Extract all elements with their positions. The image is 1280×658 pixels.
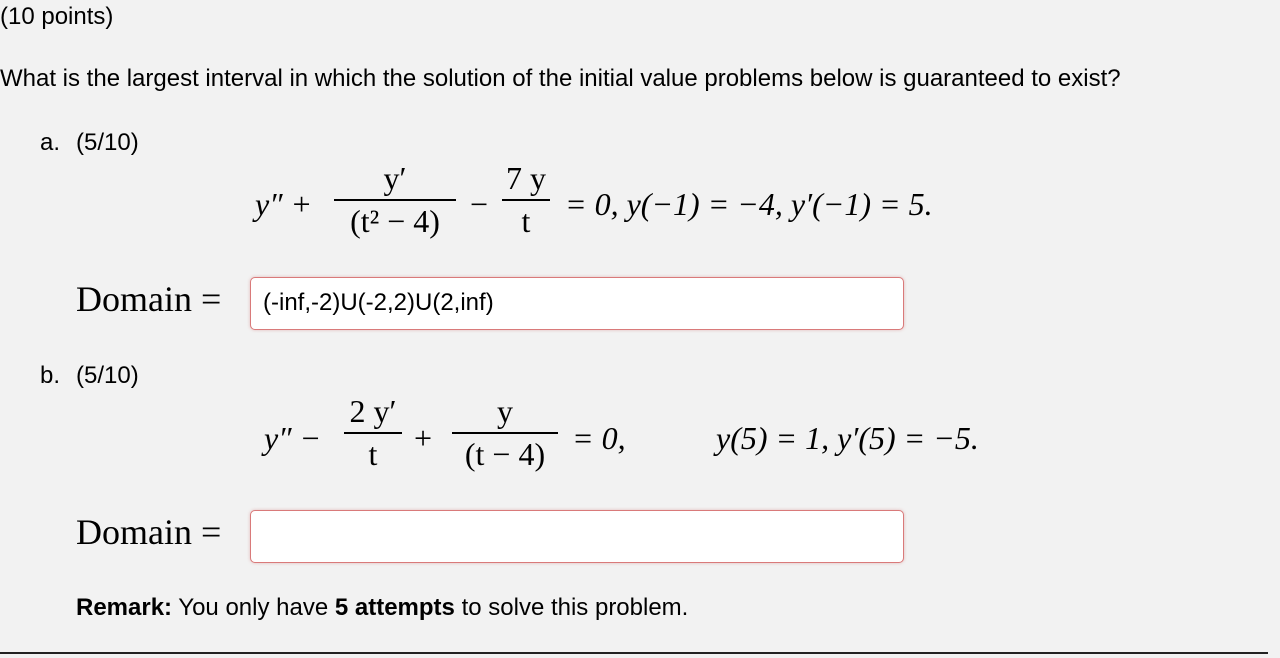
part-b-label: b. bbox=[40, 362, 61, 389]
part-b-frac1-den: t bbox=[368, 436, 378, 472]
part-a-domain-label: Domain = bbox=[76, 279, 222, 319]
part-a-fraction-2 bbox=[502, 160, 550, 240]
bottom-divider bbox=[0, 652, 1268, 654]
remark-label: Remark: bbox=[76, 594, 173, 621]
part-b-frac2-den: (t − 4) bbox=[464, 436, 546, 472]
part-b-score: (5/10) bbox=[76, 362, 139, 389]
part-a-answer-input[interactable]: (-inf,-2)U(-2,2)U(2,inf) bbox=[250, 277, 904, 330]
remark-text-1: You only have bbox=[172, 594, 335, 621]
remark-attempts: 5 attempts bbox=[334, 594, 455, 621]
part-b-domain-label: Domain = bbox=[76, 512, 222, 552]
part-b-plus: + bbox=[414, 420, 433, 456]
part-b-answer-input[interactable] bbox=[250, 510, 904, 563]
part-a-frac1-num: y′ bbox=[383, 160, 407, 196]
part-a-eq-tail: = 0, y(−1) = −4, y′(−1) = 5. bbox=[565, 186, 933, 222]
part-a-frac2-num: 7 y bbox=[506, 160, 546, 196]
part-a-label: a. bbox=[40, 129, 61, 156]
question-text: What is the largest interval in which the solution of the initial value problems below is guaranteed to exist? bbox=[0, 65, 1121, 92]
part-b-frac1-num: 2 y′ bbox=[349, 393, 397, 429]
part-b-eq-mid: = 0, bbox=[572, 420, 626, 456]
part-b-eq-tail: y(5) = 1, y′(5) = −5. bbox=[716, 420, 979, 456]
remark-text-2: to solve this problem. bbox=[454, 594, 689, 621]
part-a-frac1-den: (t² − 4) bbox=[350, 203, 440, 239]
part-b-eq-lead: y″ − bbox=[264, 420, 322, 456]
part-b-fraction-2 bbox=[452, 393, 558, 473]
part-b-fraction-1 bbox=[344, 393, 402, 473]
part-b-frac2-num: y bbox=[497, 393, 513, 429]
part-a-eq-lead: y″ + bbox=[255, 186, 313, 222]
part-a-fraction-1 bbox=[334, 160, 456, 240]
part-a-frac2-den: t bbox=[521, 203, 531, 239]
part-a-minus: − bbox=[470, 186, 489, 222]
part-a-score: (5/10) bbox=[76, 129, 139, 156]
points-label: (10 points) bbox=[0, 3, 114, 30]
remark bbox=[76, 594, 688, 622]
